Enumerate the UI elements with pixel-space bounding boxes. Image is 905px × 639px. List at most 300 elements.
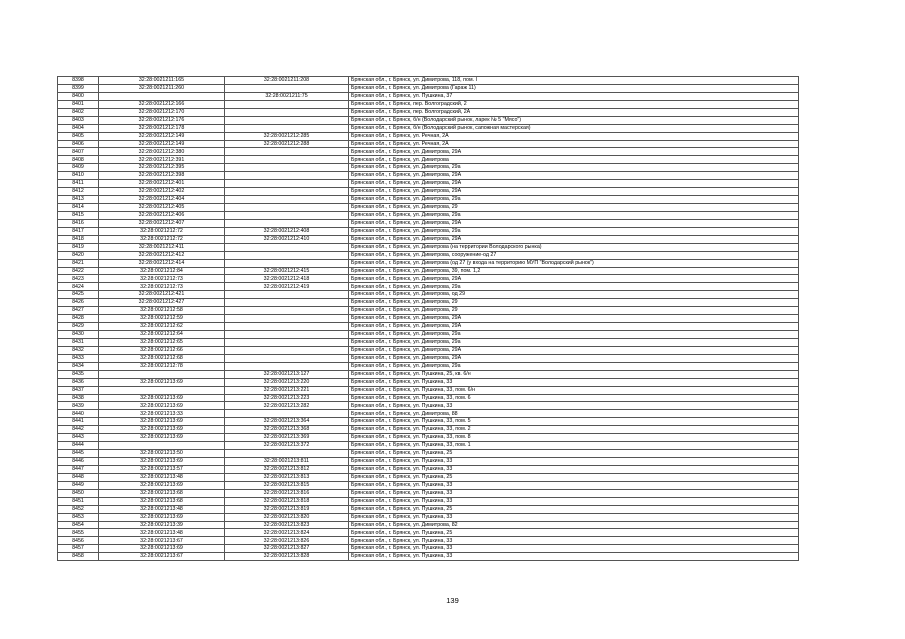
row-number-cell: 8401 bbox=[58, 100, 99, 108]
row-number-cell: 8419 bbox=[58, 243, 99, 251]
parcel-cadastral-number-cell: 32:28:0021212:62 bbox=[99, 323, 225, 331]
row-number-cell: 8438 bbox=[58, 394, 99, 402]
address-cell: Брянская обл., г. Брянск, ул. Пушкина, 33 bbox=[349, 481, 799, 489]
table-row bbox=[58, 521, 799, 529]
object-cadastral-number-cell: 32:28:0021213:811 bbox=[225, 458, 349, 466]
table-row bbox=[58, 315, 799, 323]
row-number-cell: 8457 bbox=[58, 545, 99, 553]
row-number-cell: 8422 bbox=[58, 267, 99, 275]
parcel-cadastral-number-cell: 32:28:0021212:414 bbox=[99, 259, 225, 267]
parcel-cadastral-number-cell: 32:28:0021212:72 bbox=[99, 227, 225, 235]
table-row bbox=[58, 164, 799, 172]
address-cell: Брянская обл., г. Брянск, ул. Димитрова, 29а bbox=[349, 227, 799, 235]
parcel-cadastral-number-cell bbox=[99, 442, 225, 450]
row-number-cell: 8436 bbox=[58, 378, 99, 386]
object-cadastral-number-cell bbox=[225, 211, 349, 219]
parcel-cadastral-number-cell: 32:28:0021213:67 bbox=[99, 537, 225, 545]
object-cadastral-number-cell bbox=[225, 188, 349, 196]
address-cell: Брянская обл., г. Брянск, ул. Пушкина, 37 bbox=[349, 92, 799, 100]
table-row bbox=[58, 394, 799, 402]
address-cell: Брянская обл., г. Брянск, ул. Пушкина, 33 bbox=[349, 553, 799, 561]
parcel-cadastral-number-cell: 32:28:0021213:68 bbox=[99, 497, 225, 505]
address-cell: Брянская обл., г. Брянск, ул. Пушкина, 33, пом. 8 bbox=[349, 434, 799, 442]
row-number-cell: 8402 bbox=[58, 108, 99, 116]
object-cadastral-number-cell bbox=[225, 180, 349, 188]
object-cadastral-number-cell: 32:28:0021213:221 bbox=[225, 386, 349, 394]
parcel-cadastral-number-cell: 32:28:0021212:66 bbox=[99, 346, 225, 354]
object-cadastral-number-cell: 32:28:0021213:828 bbox=[225, 553, 349, 561]
table-row bbox=[58, 291, 799, 299]
parcel-cadastral-number-cell: 32:28:0021213:68 bbox=[99, 489, 225, 497]
table-row bbox=[58, 283, 799, 291]
parcel-cadastral-number-cell: 32:28:0021212:68 bbox=[99, 354, 225, 362]
parcel-cadastral-number-cell: 32:28:0021213:39 bbox=[99, 521, 225, 529]
table-row bbox=[58, 497, 799, 505]
address-cell: Брянская обл., г. Брянск, ул. Димитрова, 29А bbox=[349, 323, 799, 331]
row-number-cell: 8427 bbox=[58, 307, 99, 315]
object-cadastral-number-cell: 32:28:0021213:368 bbox=[225, 426, 349, 434]
parcel-cadastral-number-cell: 32:28:0021212:73 bbox=[99, 275, 225, 283]
row-number-cell: 8416 bbox=[58, 219, 99, 227]
address-cell: Брянская обл., г. Брянск, ул. Димитрова, 29а bbox=[349, 164, 799, 172]
table-row bbox=[58, 227, 799, 235]
object-cadastral-number-cell: 32:28:0021211:75 bbox=[225, 92, 349, 100]
table-row bbox=[58, 354, 799, 362]
object-cadastral-number-cell: 32:28:0021212:410 bbox=[225, 235, 349, 243]
table-row bbox=[58, 489, 799, 497]
row-number-cell: 8418 bbox=[58, 235, 99, 243]
table-row bbox=[58, 172, 799, 180]
parcel-cadastral-number-cell: 32:28:0021212:58 bbox=[99, 307, 225, 315]
parcel-cadastral-number-cell: 32:28:0021213:50 bbox=[99, 450, 225, 458]
parcel-cadastral-number-cell bbox=[99, 92, 225, 100]
row-number-cell: 8439 bbox=[58, 402, 99, 410]
row-number-cell: 8417 bbox=[58, 227, 99, 235]
address-cell: Брянская обл., г. Брянск, б/н (Володарский рынок, ларек № 5 "Мясо") bbox=[349, 116, 799, 124]
address-cell: Брянская обл., г. Брянск, ул. Димитрова (Гараж 11) bbox=[349, 84, 799, 92]
row-number-cell: 8408 bbox=[58, 156, 99, 164]
object-cadastral-number-cell: 32:28:0021213:826 bbox=[225, 537, 349, 545]
table-row bbox=[58, 442, 799, 450]
object-cadastral-number-cell: 32:28:0021213:364 bbox=[225, 418, 349, 426]
row-number-cell: 8406 bbox=[58, 140, 99, 148]
address-cell: Брянская обл., г. Брянск, ул. Пушкина, 25 bbox=[349, 473, 799, 481]
object-cadastral-number-cell: 32:28:0021212:418 bbox=[225, 275, 349, 283]
table-row bbox=[58, 116, 799, 124]
row-number-cell: 8448 bbox=[58, 473, 99, 481]
row-number-cell: 8420 bbox=[58, 251, 99, 259]
row-number-cell: 8456 bbox=[58, 537, 99, 545]
registry-table bbox=[57, 76, 799, 561]
object-cadastral-number-cell: 32:28:0021213:369 bbox=[225, 434, 349, 442]
object-cadastral-number-cell bbox=[225, 251, 349, 259]
parcel-cadastral-number-cell: 32:28:0021213:57 bbox=[99, 465, 225, 473]
object-cadastral-number-cell bbox=[225, 108, 349, 116]
row-number-cell: 8426 bbox=[58, 299, 99, 307]
row-number-cell: 8409 bbox=[58, 164, 99, 172]
object-cadastral-number-cell bbox=[225, 346, 349, 354]
address-cell: Брянская обл., г. Брянск, ул. Димитрова, 39, пом. 1,2 bbox=[349, 267, 799, 275]
table-row bbox=[58, 180, 799, 188]
parcel-cadastral-number-cell: 32:28:0021212:421 bbox=[99, 291, 225, 299]
row-number-cell: 8429 bbox=[58, 323, 99, 331]
table-row bbox=[58, 243, 799, 251]
object-cadastral-number-cell bbox=[225, 259, 349, 267]
table-row bbox=[58, 537, 799, 545]
parcel-cadastral-number-cell: 32:28:0021212:176 bbox=[99, 116, 225, 124]
object-cadastral-number-cell bbox=[225, 148, 349, 156]
object-cadastral-number-cell bbox=[225, 338, 349, 346]
object-cadastral-number-cell: 32:28:0021213:827 bbox=[225, 545, 349, 553]
address-cell: Брянская обл., г. Брянск, ул. Димитрова, 29а bbox=[349, 338, 799, 346]
row-number-cell: 8437 bbox=[58, 386, 99, 394]
address-cell: Брянская обл., г. Брянск, пер. Волгоградский, 2А bbox=[349, 108, 799, 116]
row-number-cell: 8450 bbox=[58, 489, 99, 497]
parcel-cadastral-number-cell: 32:28:0021211:260 bbox=[99, 84, 225, 92]
parcel-cadastral-number-cell: 32:28:0021211:165 bbox=[99, 77, 225, 85]
object-cadastral-number-cell bbox=[225, 156, 349, 164]
row-number-cell: 8424 bbox=[58, 283, 99, 291]
row-number-cell: 8428 bbox=[58, 315, 99, 323]
object-cadastral-number-cell bbox=[225, 243, 349, 251]
row-number-cell: 8425 bbox=[58, 291, 99, 299]
table-row bbox=[58, 92, 799, 100]
parcel-cadastral-number-cell: 32:28:0021213:48 bbox=[99, 473, 225, 481]
table-row bbox=[58, 140, 799, 148]
object-cadastral-number-cell bbox=[225, 362, 349, 370]
table-row bbox=[58, 211, 799, 219]
parcel-cadastral-number-cell: 32:28:0021212:166 bbox=[99, 100, 225, 108]
object-cadastral-number-cell bbox=[225, 219, 349, 227]
parcel-cadastral-number-cell: 32:28:0021212:178 bbox=[99, 124, 225, 132]
object-cadastral-number-cell: 32:28:0021212:285 bbox=[225, 132, 349, 140]
object-cadastral-number-cell bbox=[225, 164, 349, 172]
table-row bbox=[58, 410, 799, 418]
address-cell: Брянская обл., г. Брянск, ул. Димитрова, 29А bbox=[349, 219, 799, 227]
object-cadastral-number-cell: 32:28:0021213:127 bbox=[225, 370, 349, 378]
address-cell: Брянская обл., г. Брянск, ул. Димитрова, 29а bbox=[349, 331, 799, 339]
address-cell: Брянская обл., г. Брянск, ул. Димитрова, 29 bbox=[349, 204, 799, 212]
address-cell: Брянская обл., г. Брянск, ул. Димитрова, 29А bbox=[349, 172, 799, 180]
parcel-cadastral-number-cell: 32:28:0021213:33 bbox=[99, 410, 225, 418]
parcel-cadastral-number-cell: 32:28:0021212:65 bbox=[99, 338, 225, 346]
address-cell: Брянская обл., г. Брянск, ул. Димитрова, 88 bbox=[349, 410, 799, 418]
address-cell: Брянская обл., г. Брянск, ул. Димитрова, 118, пом. I bbox=[349, 77, 799, 85]
row-number-cell: 8405 bbox=[58, 132, 99, 140]
parcel-cadastral-number-cell: 32:28:0021212:149 bbox=[99, 132, 225, 140]
table-row bbox=[58, 505, 799, 513]
row-number-cell: 8399 bbox=[58, 84, 99, 92]
address-cell: Брянская обл., г. Брянск, ул. Пушкина, 25, кв. 6/н bbox=[349, 370, 799, 378]
table-row bbox=[58, 370, 799, 378]
row-number-cell: 8414 bbox=[58, 204, 99, 212]
parcel-cadastral-number-cell: 32:28:0021212:64 bbox=[99, 331, 225, 339]
address-cell: Брянская обл., г. Брянск, ул. Димитрова, 29а bbox=[349, 211, 799, 219]
parcel-cadastral-number-cell: 32:28:0021213:69 bbox=[99, 426, 225, 434]
object-cadastral-number-cell bbox=[225, 172, 349, 180]
object-cadastral-number-cell bbox=[225, 196, 349, 204]
row-number-cell: 8407 bbox=[58, 148, 99, 156]
parcel-cadastral-number-cell: 32:28:0021213:69 bbox=[99, 513, 225, 521]
object-cadastral-number-cell: 32:28:0021213:223 bbox=[225, 394, 349, 402]
object-cadastral-number-cell: 32:28:0021213:816 bbox=[225, 489, 349, 497]
object-cadastral-number-cell: 32:28:0021212:408 bbox=[225, 227, 349, 235]
row-number-cell: 8444 bbox=[58, 442, 99, 450]
table-row bbox=[58, 529, 799, 537]
row-number-cell: 8458 bbox=[58, 553, 99, 561]
table-row bbox=[58, 346, 799, 354]
row-number-cell: 8452 bbox=[58, 505, 99, 513]
parcel-cadastral-number-cell: 32:28:0021212:407 bbox=[99, 219, 225, 227]
object-cadastral-number-cell: 32:28:0021213:812 bbox=[225, 465, 349, 473]
parcel-cadastral-number-cell: 32:28:0021212:73 bbox=[99, 283, 225, 291]
table-row bbox=[58, 458, 799, 466]
table-row bbox=[58, 196, 799, 204]
address-cell: Брянская обл., г. Брянск, ул. Димитрова, 29А bbox=[349, 188, 799, 196]
parcel-cadastral-number-cell bbox=[99, 370, 225, 378]
object-cadastral-number-cell: 32:28:0021213:820 bbox=[225, 513, 349, 521]
table-row bbox=[58, 338, 799, 346]
object-cadastral-number-cell bbox=[225, 323, 349, 331]
table-row bbox=[58, 362, 799, 370]
parcel-cadastral-number-cell: 32:28:0021213:69 bbox=[99, 402, 225, 410]
row-number-cell: 8441 bbox=[58, 418, 99, 426]
row-number-cell: 8421 bbox=[58, 259, 99, 267]
table-row bbox=[58, 204, 799, 212]
object-cadastral-number-cell bbox=[225, 450, 349, 458]
object-cadastral-number-cell: 32:28:0021212:288 bbox=[225, 140, 349, 148]
parcel-cadastral-number-cell: 32:28:0021213:69 bbox=[99, 481, 225, 489]
address-cell: Брянская обл., г. Брянск, ул. Пушкина, 33 bbox=[349, 513, 799, 521]
address-cell: Брянская обл., г. Брянск, ул. Димитрова, 29А bbox=[349, 315, 799, 323]
object-cadastral-number-cell: 32:28:0021213:372 bbox=[225, 442, 349, 450]
table-row bbox=[58, 77, 799, 85]
row-number-cell: 8434 bbox=[58, 362, 99, 370]
table-row bbox=[58, 259, 799, 267]
address-cell: Брянская обл., г. Брянск, ул. Димитрова, од 29 bbox=[349, 291, 799, 299]
parcel-cadastral-number-cell: 32:28:0021213:69 bbox=[99, 394, 225, 402]
address-cell: Брянская обл., г. Брянск, ул. Димитрова, 29А bbox=[349, 180, 799, 188]
address-cell: Брянская обл., г. Брянск, ул. Димитрова, 29А bbox=[349, 148, 799, 156]
table-row bbox=[58, 450, 799, 458]
page-number: 139 bbox=[446, 596, 459, 605]
table-row bbox=[58, 418, 799, 426]
parcel-cadastral-number-cell: 32:28:0021212:72 bbox=[99, 235, 225, 243]
table-row bbox=[58, 132, 799, 140]
address-cell: Брянская обл., г. Брянск, ул. Пушкина, 33 bbox=[349, 402, 799, 410]
parcel-cadastral-number-cell: 32:28:0021212:149 bbox=[99, 140, 225, 148]
parcel-cadastral-number-cell: 32:28:0021212:398 bbox=[99, 172, 225, 180]
address-cell: Брянская обл., г. Брянск, ул. Пушкина, 33 bbox=[349, 537, 799, 545]
parcel-cadastral-number-cell: 32:28:0021212:395 bbox=[99, 164, 225, 172]
parcel-cadastral-number-cell: 32:28:0021212:380 bbox=[99, 148, 225, 156]
parcel-cadastral-number-cell: 32:28:0021212:401 bbox=[99, 180, 225, 188]
address-cell: Брянская обл., г. Брянск, ул. Пушкина, 25 bbox=[349, 505, 799, 513]
table-row bbox=[58, 219, 799, 227]
parcel-cadastral-number-cell: 32:28:0021213:69 bbox=[99, 458, 225, 466]
parcel-cadastral-number-cell: 32:28:0021212:78 bbox=[99, 362, 225, 370]
table-row bbox=[58, 156, 799, 164]
table-row bbox=[58, 434, 799, 442]
row-number-cell: 8442 bbox=[58, 426, 99, 434]
address-cell: Брянская обл., г. Брянск, ул. Димитрова, 29 bbox=[349, 299, 799, 307]
address-cell: Брянская обл., г. Брянск, ул. Пушкина, 33, пом. 5 bbox=[349, 418, 799, 426]
object-cadastral-number-cell bbox=[225, 307, 349, 315]
table-row bbox=[58, 148, 799, 156]
row-number-cell: 8440 bbox=[58, 410, 99, 418]
object-cadastral-number-cell: 32:28:0021213:823 bbox=[225, 521, 349, 529]
row-number-cell: 8400 bbox=[58, 92, 99, 100]
address-cell: Брянская обл., г. Брянск, ул. Пушкина, 33 bbox=[349, 497, 799, 505]
address-cell: Брянская обл., г. Брянск, ул. Димитрова, 29А bbox=[349, 354, 799, 362]
address-cell: Брянская обл., г. Брянск, ул. Пушкина, 33 bbox=[349, 378, 799, 386]
table-row bbox=[58, 481, 799, 489]
parcel-cadastral-number-cell: 32:28:0021212:411 bbox=[99, 243, 225, 251]
parcel-cadastral-number-cell: 32:28:0021212:406 bbox=[99, 211, 225, 219]
parcel-cadastral-number-cell: 32:28:0021212:84 bbox=[99, 267, 225, 275]
address-cell: Брянская обл., г. Брянск, ул. Речная, 2А bbox=[349, 132, 799, 140]
table-row bbox=[58, 108, 799, 116]
row-number-cell: 8403 bbox=[58, 116, 99, 124]
parcel-cadastral-number-cell: 32:28:0021212:427 bbox=[99, 299, 225, 307]
address-cell: Брянская обл., г. Брянск, ул. Пушкина, 33, пом. 2 bbox=[349, 426, 799, 434]
address-cell: Брянская обл., г. Брянск, ул. Димитрова, сооружение-од 27 bbox=[349, 251, 799, 259]
address-cell: Брянская обл., г. Брянск, ул. Димитрова, 29А bbox=[349, 346, 799, 354]
object-cadastral-number-cell: 32:28:0021213:813 bbox=[225, 473, 349, 481]
object-cadastral-number-cell: 32:28:0021212:415 bbox=[225, 267, 349, 275]
address-cell: Брянская обл., г. Брянск, ул. Димитрова (од 27 (у входа на территорию МУП "Володарский рынок") bbox=[349, 259, 799, 267]
table-row bbox=[58, 402, 799, 410]
table-row bbox=[58, 386, 799, 394]
parcel-cadastral-number-cell: 32:28:0021213:69 bbox=[99, 418, 225, 426]
table-row bbox=[58, 267, 799, 275]
row-number-cell: 8410 bbox=[58, 172, 99, 180]
address-cell: Брянская обл., г. Брянск, ул. Димитрова, 29А bbox=[349, 235, 799, 243]
row-number-cell: 8431 bbox=[58, 338, 99, 346]
parcel-cadastral-number-cell bbox=[99, 386, 225, 394]
address-cell: Брянская обл., г. Брянск, ул. Пушкина, 33 bbox=[349, 545, 799, 553]
address-cell: Брянская обл., г. Брянск, ул. Димитрова, 29А bbox=[349, 275, 799, 283]
parcel-cadastral-number-cell: 32:28:0021212:404 bbox=[99, 196, 225, 204]
address-cell: Брянская обл., г. Брянск, ул. Пушкина, 33, пом. 6 bbox=[349, 394, 799, 402]
table-row bbox=[58, 331, 799, 339]
row-number-cell: 8423 bbox=[58, 275, 99, 283]
row-number-cell: 8432 bbox=[58, 346, 99, 354]
address-cell: Брянская обл., г. Брянск, ул. Пушкина, 33 bbox=[349, 465, 799, 473]
row-number-cell: 8398 bbox=[58, 77, 99, 85]
table-row bbox=[58, 513, 799, 521]
object-cadastral-number-cell bbox=[225, 100, 349, 108]
object-cadastral-number-cell bbox=[225, 204, 349, 212]
parcel-cadastral-number-cell: 32:28:0021212:402 bbox=[99, 188, 225, 196]
address-cell: Брянская обл., г. Брянск, ул. Димитрова bbox=[349, 156, 799, 164]
object-cadastral-number-cell bbox=[225, 299, 349, 307]
table-row bbox=[58, 553, 799, 561]
address-cell: Брянская обл., г. Брянск, пер. Волгоградский, 2 bbox=[349, 100, 799, 108]
row-number-cell: 8415 bbox=[58, 211, 99, 219]
address-cell: Брянская обл., г. Брянск, ул. Димитрова, 82 bbox=[349, 521, 799, 529]
row-number-cell: 8455 bbox=[58, 529, 99, 537]
parcel-cadastral-number-cell: 32:28:0021212:391 bbox=[99, 156, 225, 164]
parcel-cadastral-number-cell: 32:28:0021212:405 bbox=[99, 204, 225, 212]
row-number-cell: 8453 bbox=[58, 513, 99, 521]
table-row bbox=[58, 299, 799, 307]
row-number-cell: 8454 bbox=[58, 521, 99, 529]
parcel-cadastral-number-cell: 32:28:0021213:69 bbox=[99, 378, 225, 386]
parcel-cadastral-number-cell: 32:28:0021212:59 bbox=[99, 315, 225, 323]
table-row bbox=[58, 251, 799, 259]
address-cell: Брянская обл., г. Брянск, ул. Речная, 2А bbox=[349, 140, 799, 148]
address-cell: Брянская обл., г. Брянск, ул. Димитрова (на территории Володарского рынка) bbox=[349, 243, 799, 251]
table-row bbox=[58, 323, 799, 331]
row-number-cell: 8447 bbox=[58, 465, 99, 473]
parcel-cadastral-number-cell: 32:28:0021213:69 bbox=[99, 434, 225, 442]
table-row bbox=[58, 307, 799, 315]
object-cadastral-number-cell bbox=[225, 331, 349, 339]
row-number-cell: 8411 bbox=[58, 180, 99, 188]
address-cell: Брянская обл., г. Брянск, ул. Димитрова, 29а bbox=[349, 362, 799, 370]
row-number-cell: 8433 bbox=[58, 354, 99, 362]
row-number-cell: 8445 bbox=[58, 450, 99, 458]
table-row bbox=[58, 378, 799, 386]
registry-table-body bbox=[58, 77, 799, 561]
address-cell: Брянская обл., г. Брянск, ул. Пушкина, 25 bbox=[349, 450, 799, 458]
object-cadastral-number-cell: 32:28:0021213:282 bbox=[225, 402, 349, 410]
address-cell: Брянская обл., г. Брянск, ул. Пушкина, 33, пом. 1 bbox=[349, 442, 799, 450]
address-cell: Брянская обл., г. Брянск, б/н (Володарский рынок, сапожная мастерская) bbox=[349, 124, 799, 132]
table-row bbox=[58, 275, 799, 283]
object-cadastral-number-cell: 32:28:0021213:815 bbox=[225, 481, 349, 489]
address-cell: Брянская обл., г. Брянск, ул. Пушкина, 33 bbox=[349, 458, 799, 466]
object-cadastral-number-cell: 32:28:0021212:419 bbox=[225, 283, 349, 291]
address-cell: Брянская обл., г. Брянск, ул. Пушкина, 25 bbox=[349, 529, 799, 537]
object-cadastral-number-cell bbox=[225, 84, 349, 92]
object-cadastral-number-cell bbox=[225, 116, 349, 124]
table-row bbox=[58, 473, 799, 481]
row-number-cell: 8446 bbox=[58, 458, 99, 466]
table-row bbox=[58, 465, 799, 473]
parcel-cadastral-number-cell: 32:28:0021213:48 bbox=[99, 505, 225, 513]
table-row bbox=[58, 188, 799, 196]
row-number-cell: 8404 bbox=[58, 124, 99, 132]
address-cell: Брянская обл., г. Брянск, ул. Пушкина, 33 bbox=[349, 489, 799, 497]
row-number-cell: 8451 bbox=[58, 497, 99, 505]
parcel-cadastral-number-cell: 32:28:0021212:412 bbox=[99, 251, 225, 259]
address-cell: Брянская обл., г. Брянск, ул. Димитрова, 29 bbox=[349, 307, 799, 315]
address-cell: Брянская обл., г. Брянск, ул. Пушкина, 33, пом. 6/н bbox=[349, 386, 799, 394]
table-row bbox=[58, 124, 799, 132]
object-cadastral-number-cell bbox=[225, 410, 349, 418]
row-number-cell: 8443 bbox=[58, 434, 99, 442]
object-cadastral-number-cell: 32:28:0021213:824 bbox=[225, 529, 349, 537]
parcel-cadastral-number-cell: 32:28:0021213:48 bbox=[99, 529, 225, 537]
object-cadastral-number-cell bbox=[225, 354, 349, 362]
object-cadastral-number-cell: 32:28:0021211:208 bbox=[225, 77, 349, 85]
object-cadastral-number-cell: 32:28:0021213:818 bbox=[225, 497, 349, 505]
table-row bbox=[58, 100, 799, 108]
parcel-cadastral-number-cell: 32:28:0021213:69 bbox=[99, 545, 225, 553]
row-number-cell: 8449 bbox=[58, 481, 99, 489]
row-number-cell: 8412 bbox=[58, 188, 99, 196]
row-number-cell: 8430 bbox=[58, 331, 99, 339]
object-cadastral-number-cell: 32:28:0021213:220 bbox=[225, 378, 349, 386]
address-cell: Брянская обл., г. Брянск, ул. Димитрова, 29а bbox=[349, 283, 799, 291]
address-cell: Брянская обл., г. Брянск, ул. Димитрова, 29а bbox=[349, 196, 799, 204]
object-cadastral-number-cell bbox=[225, 315, 349, 323]
table-row bbox=[58, 84, 799, 92]
table-row bbox=[58, 545, 799, 553]
parcel-cadastral-number-cell: 32:28:0021212:170 bbox=[99, 108, 225, 116]
